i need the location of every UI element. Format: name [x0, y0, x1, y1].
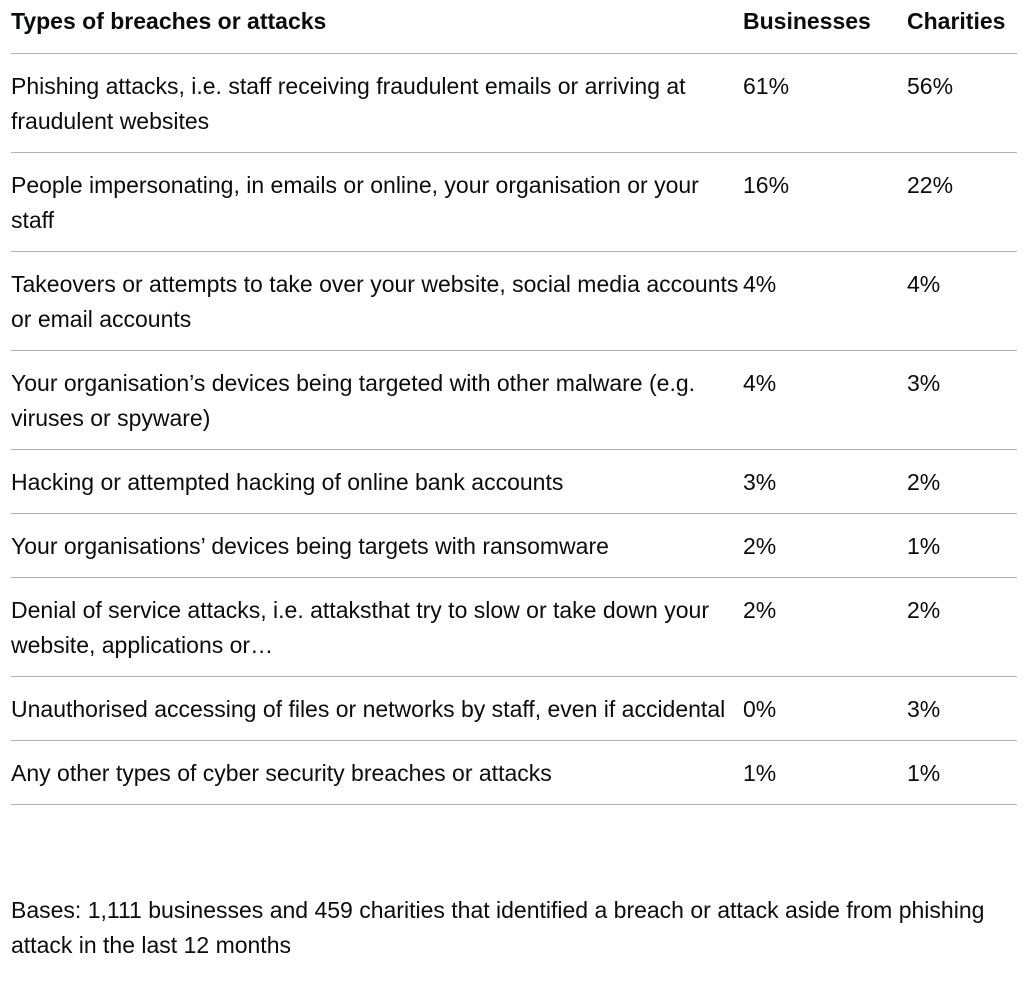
column-header-type: Types of breaches or attacks: [11, 0, 743, 54]
businesses-value-cell: 61%: [743, 54, 907, 153]
table-row: [11, 450, 1017, 514]
table-body: [11, 54, 1017, 805]
breach-type-cell: Your organisations’ devices being targets with ransomware: [11, 514, 743, 578]
table-row: [11, 677, 1017, 741]
charities-value-cell: 22%: [907, 153, 1017, 252]
table-row: [11, 351, 1017, 450]
businesses-value-cell: 4%: [743, 351, 907, 450]
businesses-value-cell: 2%: [743, 578, 907, 677]
breach-type-cell: Any other types of cyber security breaches or attacks: [11, 741, 743, 805]
table-row: [11, 252, 1017, 351]
businesses-value-cell: 16%: [743, 153, 907, 252]
businesses-value-cell: 0%: [743, 677, 907, 741]
breach-type-cell: People impersonating, in emails or online, your organisation or your staff: [11, 153, 743, 252]
table-row: [11, 514, 1017, 578]
breach-type-cell: Your organisation’s devices being targeted with other malware (e.g. viruses or spyware): [11, 351, 743, 450]
column-header-charities: Charities: [907, 0, 1017, 54]
businesses-value-cell: 4%: [743, 252, 907, 351]
charities-value-cell: 1%: [907, 514, 1017, 578]
businesses-value-cell: 2%: [743, 514, 907, 578]
charities-value-cell: 4%: [907, 252, 1017, 351]
charities-value-cell: 3%: [907, 677, 1017, 741]
breach-type-cell: Takeovers or attempts to take over your website, social media accounts or email accounts: [11, 252, 743, 351]
charities-value-cell: 2%: [907, 578, 1017, 677]
breach-table-container: [11, 0, 1017, 805]
businesses-value-cell: 3%: [743, 450, 907, 514]
charities-value-cell: 3%: [907, 351, 1017, 450]
table-header-row: [11, 0, 1017, 54]
businesses-value-cell: 1%: [743, 741, 907, 805]
breach-type-cell: Phishing attacks, i.e. staff receiving fraudulent emails or arriving at fraudulent websites: [11, 54, 743, 153]
breach-type-cell: Hacking or attempted hacking of online bank accounts: [11, 450, 743, 514]
table-row: [11, 54, 1017, 153]
charities-value-cell: 56%: [907, 54, 1017, 153]
breach-types-table: [11, 0, 1017, 805]
table-header: [11, 0, 1017, 54]
charities-value-cell: 2%: [907, 450, 1017, 514]
table-row: [11, 741, 1017, 805]
table-row: [11, 578, 1017, 677]
bases-note: Bases: 1,111 businesses and 459 charities that identified a breach or attack aside from phishing attack in the last 12 months: [11, 897, 985, 958]
column-header-businesses: Businesses: [743, 0, 907, 54]
breach-type-cell: Denial of service attacks, i.e. attaksthat try to slow or take down your website, applications or…: [11, 578, 743, 677]
charities-value-cell: 1%: [907, 741, 1017, 805]
breach-type-cell: Unauthorised accessing of files or networks by staff, even if accidental: [11, 677, 743, 741]
table-row: [11, 153, 1017, 252]
